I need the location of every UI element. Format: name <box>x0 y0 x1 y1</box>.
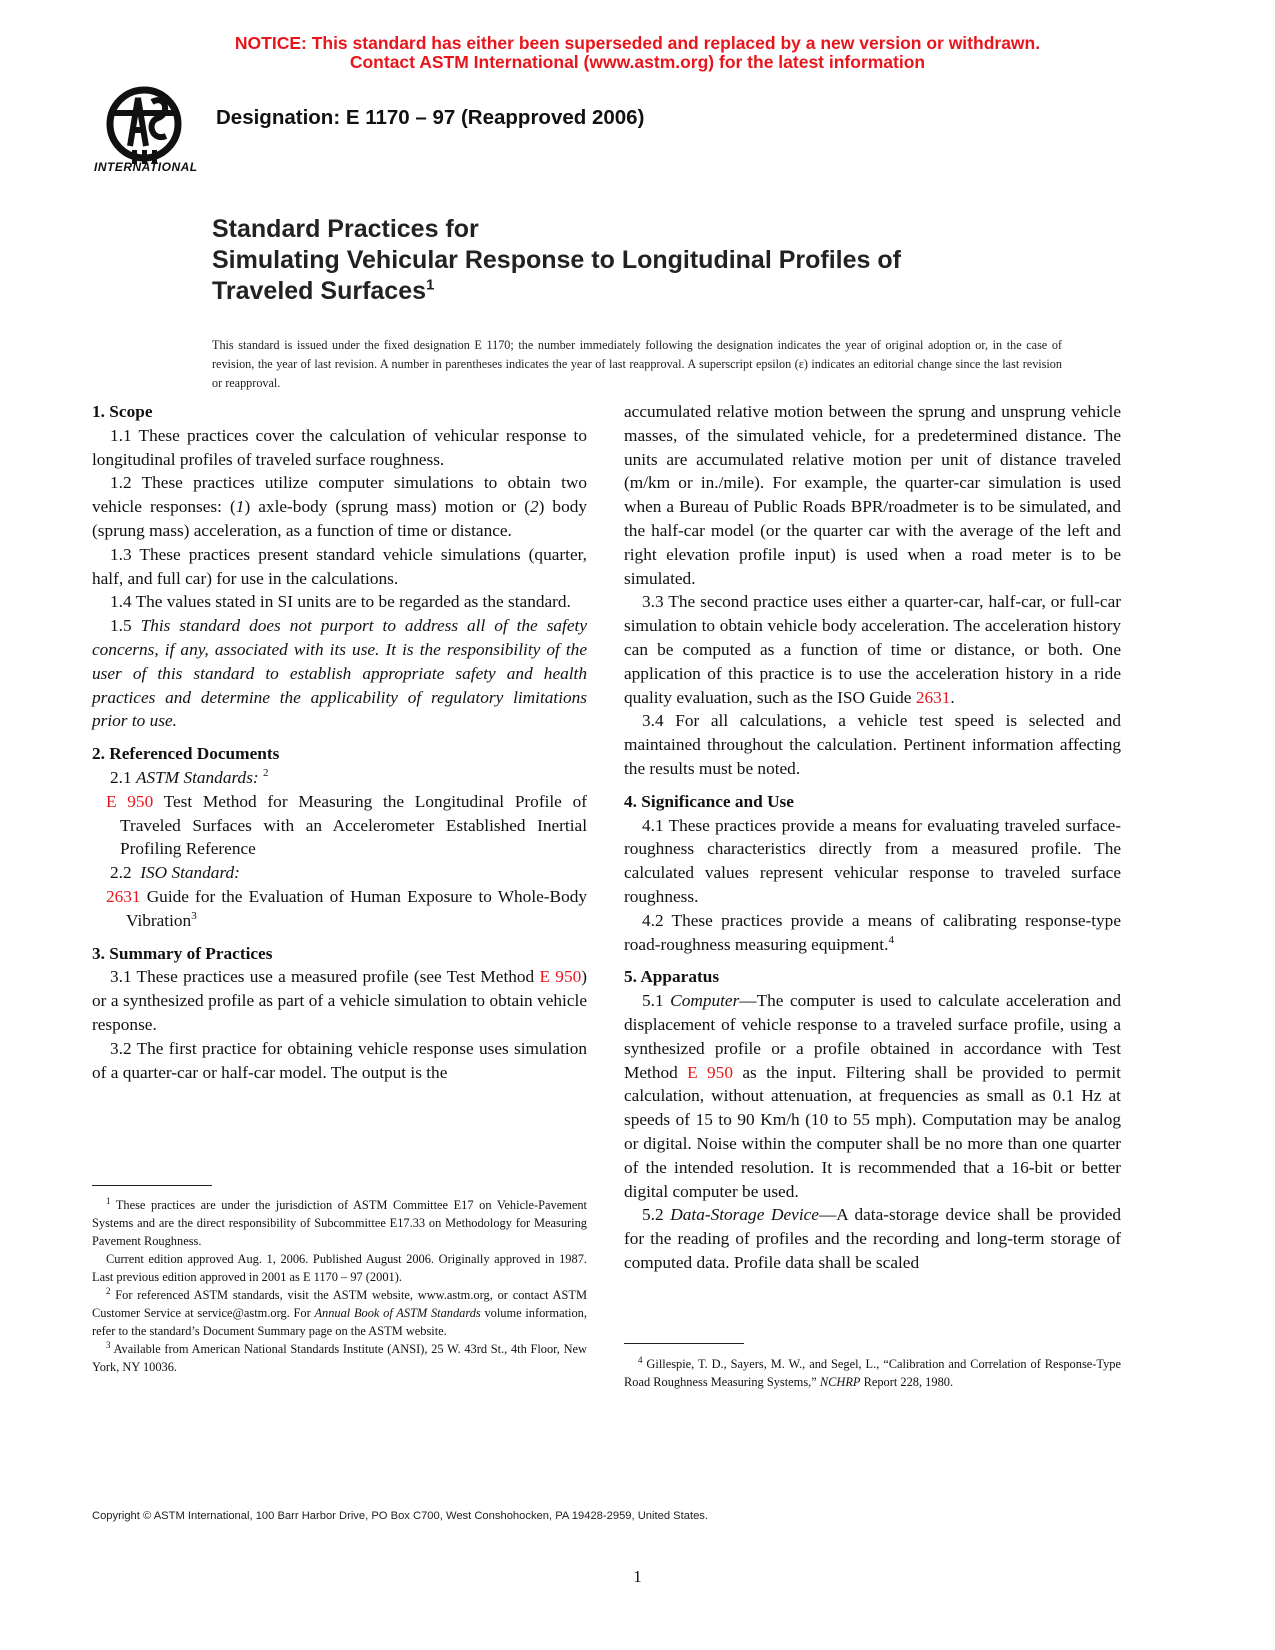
para-3-3 <box>624 590 1121 709</box>
reference-e950-text: Test Method for Measuring the Longitudinal Profile of Traveled Surfaces with an Accelerometer Established Inertial Profiling Reference <box>120 791 587 859</box>
para-3-1-a: 3.1 These practices use a measured profile (see Test Method <box>110 967 535 987</box>
link-e950-2[interactable]: E 950 <box>539 967 582 987</box>
document-title <box>212 214 901 307</box>
reference-2631-text: Guide for the Evaluation of Human Exposure to Whole-Body Vibration <box>126 886 588 930</box>
footnotes-right <box>624 1355 1121 1391</box>
para-1-1: 1.1 These practices cover the calculation of vehicular response to longitudinal profiles of traveled surface roughness. <box>92 425 587 469</box>
link-2631[interactable]: 2631 <box>106 886 141 906</box>
para-2-2-num: 2.2 <box>110 863 132 883</box>
footnote-rule-right <box>624 1343 744 1344</box>
para-1-2 <box>92 471 587 542</box>
footnote-4-b: Report 228, 1980. <box>863 1375 954 1389</box>
link-e950[interactable]: E 950 <box>106 791 154 811</box>
right-column <box>624 400 1121 1275</box>
reference-2631-sup: 3 <box>191 909 197 922</box>
para-4-2-sup: 4 <box>888 933 894 946</box>
para-4-2-text: 4.2 These practices provide a means of calibrating response-type road-roughness measuring equipment. <box>624 910 1121 954</box>
para-5-2-num: 5.2 <box>642 1205 664 1225</box>
para-1-3: 1.3 These practices present standard vehicle simulations (quarter, half, and full car) for use in the calculations. <box>92 544 587 588</box>
footnote-1 <box>92 1196 587 1250</box>
title-line-3-text: Traveled Surfaces <box>212 277 427 305</box>
footnote-1b: Current edition approved Aug. 1, 2006. Published August 2006. Originally approved in 1987. Last previous edition approved in 2001 as E 1170 – 97 (2001). <box>92 1252 587 1284</box>
para-5-1-b: as the input. Filtering shall be provided to permit calculation, without attenuation, at frequencies as small as 0.1 Hz at speeds of 15 to 90 Km/h (10 to 55 mph). Computation may be analog or digital. Noise within the computer shall be no more than one quarter of the intended resolution. It is recommended that a 16-bit or better digital computer be used. <box>624 1062 1121 1201</box>
copyright: Copyright © ASTM International, 100 Barr Harbor Drive, PO Box C700, West Conshohocken, PA 19428-2959, United States. <box>92 1510 708 1522</box>
footnote-2 <box>92 1286 587 1340</box>
left-column <box>92 400 587 1084</box>
section-4-heading: 4. Significance and Use <box>624 791 794 811</box>
para-3-1-b: ) or a synthesized profile as part of a vehicle simulation to obtain vehicle response. <box>92 967 587 1034</box>
footnote-1-mark: 1 <box>106 1195 111 1206</box>
para-3-3-a: 3.3 The second practice uses either a quarter-car, half-car, or full-car simulation to obtain vehicle body acceleration. The acceleration history can be computed as a function of time or distance, or both. One application of this practice is to use the acceleration history in a ride quality evaluation, such as the ISO Guide <box>624 592 1121 707</box>
footnote-1-text: These practices are under the jurisdiction of ASTM Committee E17 on Vehicle-Pavement Systems and are the direct responsibility of Subcommittee E17.33 on Methodology for Measuring Pavement Roughness. <box>92 1198 587 1248</box>
footnote-2-a: For referenced ASTM standards, visit the ASTM website, www.astm.org, or contact ASTM Customer Service at service@astm.org. For <box>92 1288 587 1320</box>
link-2631-2[interactable]: 2631 <box>915 687 951 707</box>
para-1-2-a: 1.2 These practices utilize computer simulations to obtain two vehicle responses: ( <box>92 473 587 517</box>
reference-e950 <box>92 790 587 861</box>
para-3-4: 3.4 For all calculations, a vehicle test speed is selected and maintained throughout the calculation. Pertinent information affecting the results must be noted. <box>624 711 1121 778</box>
title-footnote-mark: 1 <box>426 276 435 294</box>
designation: Designation: E 1170 – 97 (Reapproved 2006) <box>216 106 645 129</box>
footnote-3 <box>92 1340 587 1376</box>
footnote-2-b: volume information, refer to the standard’s Document Summary page on the ASTM website. <box>92 1306 587 1338</box>
para-1-5-num: 1.5 <box>110 616 132 636</box>
footnote-4-italic: NCHRP <box>819 1375 861 1389</box>
para-5-1-num: 5.1 <box>642 991 664 1011</box>
para-5-1 <box>624 989 1121 1203</box>
section-5-heading: 5. Apparatus <box>624 967 720 987</box>
para-1-2-b: ) axle-body (sprung mass) motion or ( <box>244 497 530 517</box>
para-1-5-text: This standard does not purport to address all of the safety concerns, if any, associated with its use. It is the responsibility of the user of this standard to establish appropriate safety and health practices and determine the applicability of regulatory limitations prior to use. <box>92 616 587 731</box>
para-2-1-sup: 2 <box>263 767 269 780</box>
section-2-heading: 2. Referenced Documents <box>92 744 280 764</box>
section-1-heading: 1. Scope <box>92 402 153 421</box>
issued-note: This standard is issued under the fixed designation E 1170; the number immediately following the designation indicates the year of original adoption or, in the case of revision, the year of last revision. A number in parentheses indicates the year of last reapproval. A superscript epsilon (ε) indicates an editorial change since the last revision or reapproval. <box>212 338 1062 390</box>
para-1-2-n2: 2 <box>529 497 539 517</box>
para-2-1-num: 2.1 <box>110 767 132 787</box>
para-5-1-term: Computer <box>670 991 740 1011</box>
para-1-4: 1.4 The values stated in SI units are to be regarded as the standard. <box>110 592 571 612</box>
footnote-3-text: Available from American National Standards Institute (ANSI), 25 W. 43rd St., 4th Floor, New York, NY 10036. <box>92 1342 587 1374</box>
link-e950-3[interactable]: E 950 <box>687 1062 733 1082</box>
para-3-1 <box>92 965 587 1036</box>
para-4-1: 4.1 These practices provide a means for evaluating traveled surface-roughness characteristics directly from a measured profile. The calculated values represent vehicular response to traveled surface roughness. <box>624 815 1121 906</box>
footnote-2-mark: 2 <box>106 1285 111 1296</box>
para-3-3-b: . <box>950 687 955 707</box>
para-4-2 <box>624 909 1121 957</box>
footnote-4-a: Gillespie, T. D., Sayers, M. W., and Segel, L., “Calibration and Correlation of Response-Type Road Roughness Measuring Systems,” <box>624 1357 1121 1389</box>
footnote-3-mark: 3 <box>106 1339 111 1350</box>
title-line-3 <box>212 276 901 307</box>
footnotes-left <box>92 1196 587 1376</box>
para-3-2-cont: accumulated relative motion between the sprung and unsprung vehicle masses, of the simulated vehicle, for a predetermined distance. The units are accumulated relative motion per unit of distance traveled (m/km or in./mile). For example, the quarter-car simulation is used when a Bureau of Public Roads BPR/roadmeter is to be simulated, and the half-car model (or the quarter car with the average of the left and right elevation profile input) is used when a road meter is to be simulated. <box>624 402 1121 588</box>
section-3-heading: 3. Summary of Practices <box>92 943 273 963</box>
para-2-1-label: ASTM Standards: <box>135 767 259 787</box>
para-2-1 <box>92 766 587 790</box>
para-3-2: 3.2 The first practice for obtaining vehicle response uses simulation of a quarter-car or half-car model. The output is the <box>92 1038 587 1082</box>
footnote-4-mark: 4 <box>638 1354 643 1365</box>
para-2-2 <box>92 861 587 885</box>
para-1-2-c: ) body (sprung mass) acceleration, as a function of time or distance. <box>92 497 587 540</box>
reference-2631 <box>92 885 587 933</box>
page-number: 1 <box>633 1567 642 1586</box>
title-line-1: Standard Practices for <box>212 215 479 243</box>
para-1-5 <box>92 614 587 733</box>
para-2-2-label: ISO Standard: <box>140 863 240 883</box>
para-1-2-n1: 1 <box>235 497 245 517</box>
title-line-2: Simulating Vehicular Response to Longitudinal Profiles of <box>212 246 901 274</box>
astm-logo <box>92 84 204 186</box>
footnote-rule-left <box>92 1185 212 1186</box>
notice-line-2: Contact ASTM International (www.astm.org) for the latest information <box>349 52 926 72</box>
footnote-4 <box>624 1355 1121 1391</box>
para-5-2-text: —A data-storage device shall be provided for the reading of profiles and the recording and long-term storage of computed data. Profile data shall be scaled <box>624 1205 1122 1272</box>
para-5-2 <box>624 1203 1121 1274</box>
footnote-2-italic: Annual Book of ASTM Standards <box>314 1306 481 1320</box>
notice-line-1: NOTICE: This standard has either been superseded and replaced by a new version or withdrawn. <box>234 33 1041 53</box>
para-5-2-term: Data-Storage Device <box>670 1205 819 1225</box>
logo-text: INTERNATIONAL <box>94 160 198 174</box>
para-5-1-a: —The computer is used to calculate acceleration and displacement of vehicle response to a traveled surface profile, using a synthesized profile or a profile obtained in accordance with Test Method <box>624 991 1122 1082</box>
